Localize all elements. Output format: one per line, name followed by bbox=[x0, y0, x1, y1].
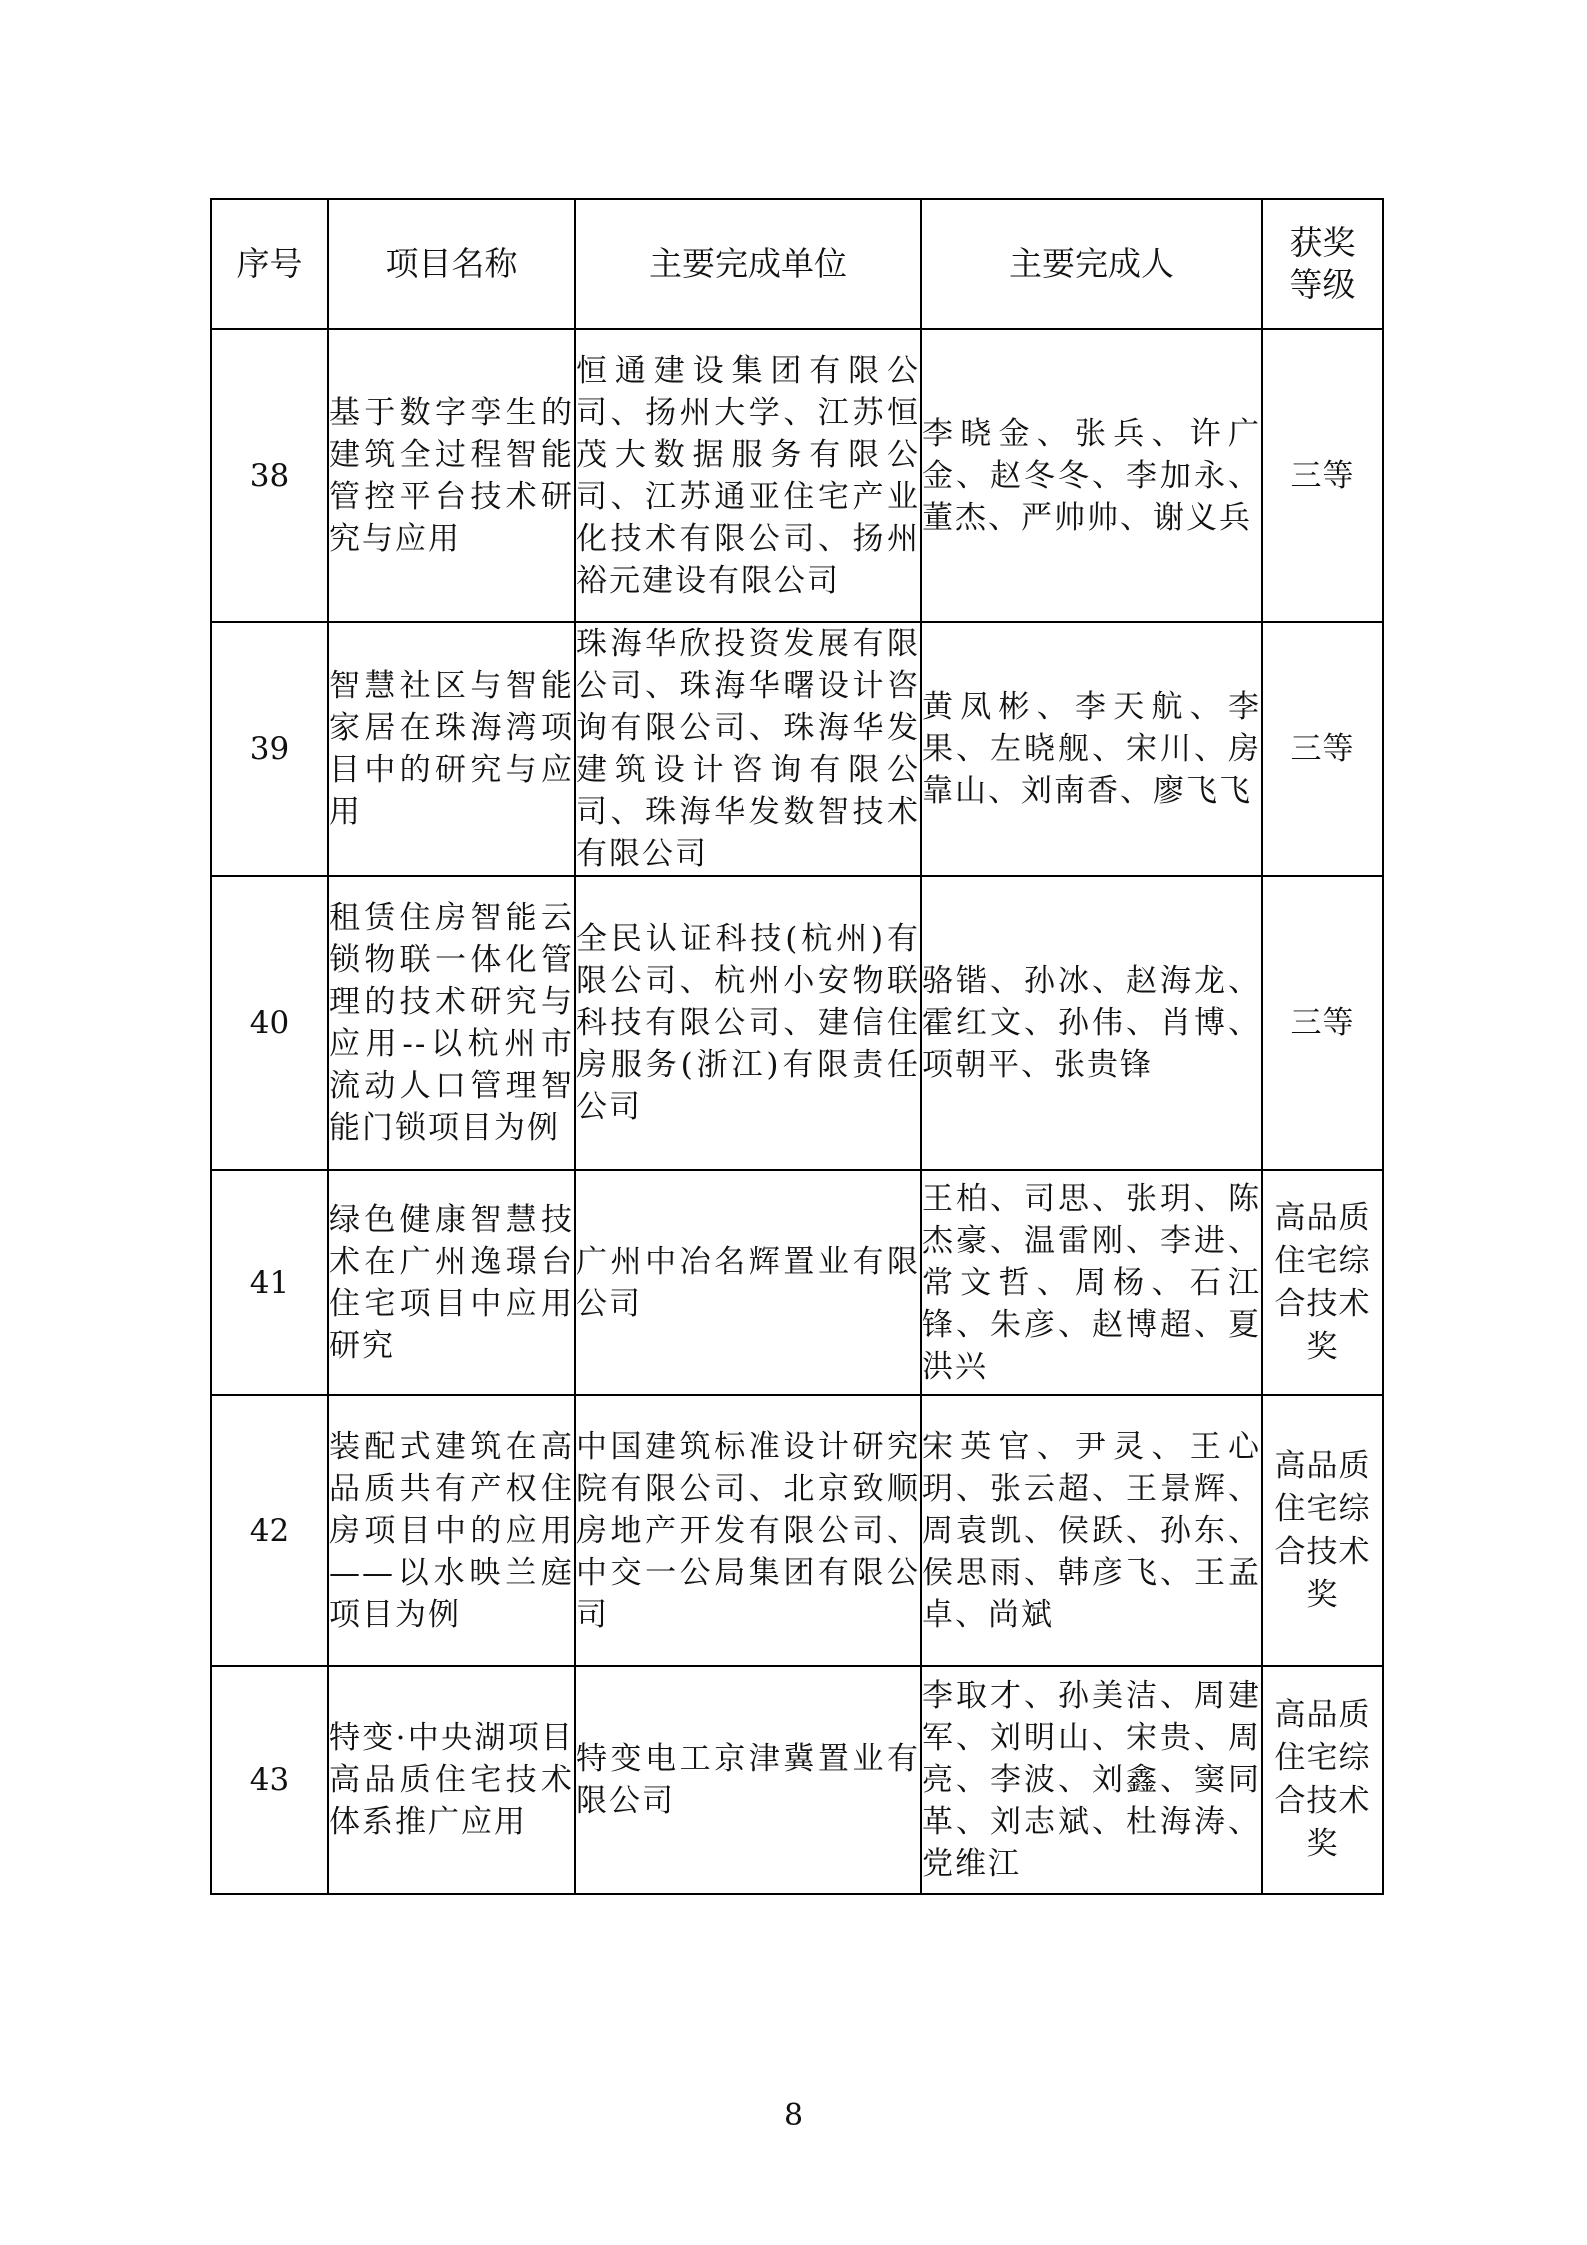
header-grade-line2: 等级 bbox=[1289, 265, 1356, 304]
row-grade: 高品质住宅综合技术奖 bbox=[1262, 1666, 1383, 1894]
row-grade: 高品质住宅综合技术奖 bbox=[1262, 1395, 1383, 1666]
row-units: 特变电工京津冀置业有限公司 bbox=[575, 1666, 921, 1894]
header-project: 项目名称 bbox=[328, 199, 575, 329]
row-persons: 李晓金、张兵、许广金、赵冬冬、李加永、董杰、严帅帅、谢义兵 bbox=[921, 329, 1262, 622]
table-row bbox=[211, 1395, 1383, 1666]
header-row bbox=[211, 199, 1383, 329]
row-units: 全民认证科技(杭州)有限公司、杭州小安物联科技有限公司、建信住房服务(浙江)有限责任公司 bbox=[575, 876, 921, 1170]
row-units: 珠海华欣投资发展有限公司、珠海华曙设计咨询有限公司、珠海华发建筑设计咨询有限公司、珠海华发数智技术有限公司 bbox=[575, 622, 921, 876]
row-seq: 39 bbox=[211, 622, 328, 876]
table-row bbox=[211, 1170, 1383, 1395]
row-project: 智慧社区与智能家居在珠海湾项目中的研究与应用 bbox=[328, 622, 575, 876]
row-grade: 高品质住宅综合技术奖 bbox=[1262, 1170, 1383, 1395]
table-row bbox=[211, 622, 1383, 876]
row-units: 广州中冶名辉置业有限公司 bbox=[575, 1170, 921, 1395]
row-grade: 三等 bbox=[1262, 876, 1383, 1170]
row-project: 租赁住房智能云锁物联一体化管理的技术研究与应用--以杭州市流动人口管理智能门锁项目为例 bbox=[328, 876, 575, 1170]
page-number: 8 bbox=[783, 2098, 804, 2133]
table-row bbox=[211, 1666, 1383, 1894]
row-project: 基于数字孪生的建筑全过程智能管控平台技术研究与应用 bbox=[328, 329, 575, 622]
row-persons: 宋英官、尹灵、王心玥、张云超、王景辉、周袁凯、侯跃、孙东、侯思雨、韩彦飞、王孟卓、尚斌 bbox=[921, 1395, 1262, 1666]
row-persons: 王柏、司思、张玥、陈杰豪、温雷刚、李进、常文哲、周杨、石江锋、朱彦、赵博超、夏洪兴 bbox=[921, 1170, 1262, 1395]
row-persons: 骆锴、孙冰、赵海龙、霍红文、孙伟、肖博、项朝平、张贵锋 bbox=[921, 876, 1262, 1170]
row-project: 绿色健康智慧技术在广州逸璟台住宅项目中应用研究 bbox=[328, 1170, 575, 1395]
table-row bbox=[211, 876, 1383, 1170]
row-seq: 40 bbox=[211, 876, 328, 1170]
row-project: 装配式建筑在高品质共有产权住房项目中的应用——以水映兰庭项目为例 bbox=[328, 1395, 575, 1666]
header-grade-line1: 获奖 bbox=[1289, 223, 1356, 262]
header-persons: 主要完成人 bbox=[921, 199, 1262, 329]
row-seq: 42 bbox=[211, 1395, 328, 1666]
row-persons: 黄凤彬、李天航、李果、左晓舰、宋川、房靠山、刘南香、廖飞飞 bbox=[921, 622, 1262, 876]
header-seq: 序号 bbox=[211, 199, 328, 329]
header-units: 主要完成单位 bbox=[575, 199, 921, 329]
row-units: 中国建筑标准设计研究院有限公司、北京致顺房地产开发有限公司、中交一公局集团有限公司 bbox=[575, 1395, 921, 1666]
row-persons: 李取才、孙美洁、周建军、刘明山、宋贵、周亮、李波、刘鑫、窦同革、刘志斌、杜海涛、党维江 bbox=[921, 1666, 1262, 1894]
row-seq: 38 bbox=[211, 329, 328, 622]
row-units: 恒通建设集团有限公司、扬州大学、江苏恒茂大数据服务有限公司、江苏通亚住宅产业化技术有限公司、扬州裕元建设有限公司 bbox=[575, 329, 921, 622]
row-grade: 三等 bbox=[1262, 622, 1383, 876]
row-project: 特变·中央湖项目高品质住宅技术体系推广应用 bbox=[328, 1666, 575, 1894]
header-grade bbox=[1262, 199, 1383, 329]
table-row bbox=[211, 329, 1383, 622]
row-grade: 三等 bbox=[1262, 329, 1383, 622]
awards-table bbox=[210, 198, 1384, 1895]
row-seq: 43 bbox=[211, 1666, 328, 1894]
row-seq: 41 bbox=[211, 1170, 328, 1395]
